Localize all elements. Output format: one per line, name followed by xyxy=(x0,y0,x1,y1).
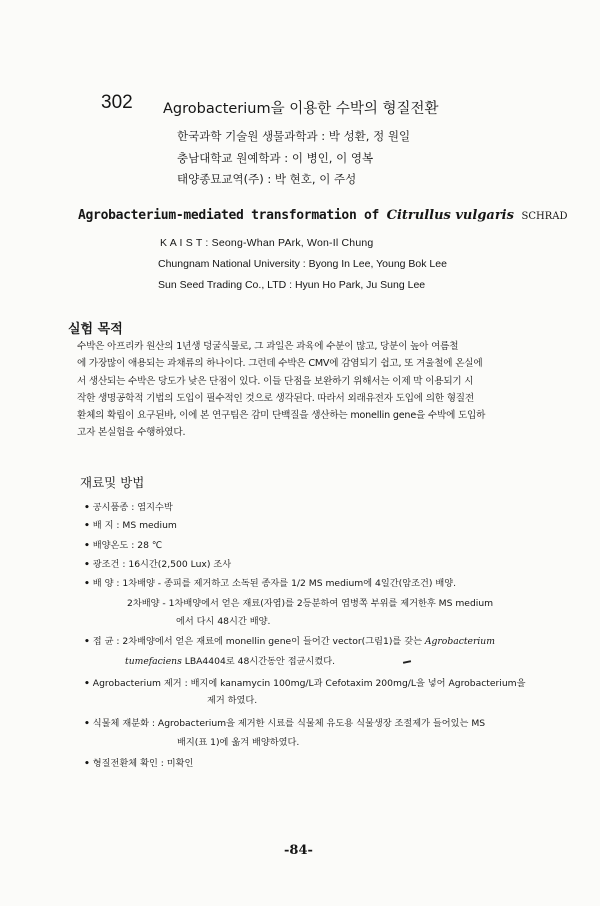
affiliation-korean-2: 충남대학교 원예학과 : 이 병인, 이 영복 xyxy=(177,151,374,165)
affiliation-english-3: Sun Seed Trading Co., LTD : Hyun Ho Park, Ju Sung Lee xyxy=(158,279,426,291)
bullet-icon: • xyxy=(84,718,90,729)
page-number: -84- xyxy=(284,843,313,858)
affiliation-english-2: Chungnam National University : Byong In Lee, Young Bok Lee xyxy=(158,258,447,270)
purpose-line: 작한 생명공학적 기법의 도입이 필수적인 것으로 생각된다. 따라서 외래유전자 도입에 의한 형질전 xyxy=(77,392,474,404)
method-item-culture-second: 2차배양 - 1차배양에서 얻은 재료(자엽)를 2등분하여 엽병쪽 부위를 제거한후 MS medium xyxy=(127,598,494,609)
method-item-confirmation xyxy=(84,756,193,772)
purpose-line: 고자 본실험을 수행하였다. xyxy=(77,427,186,439)
title-korean: Agrobacterium을 이용한 수박의 형질전환 xyxy=(163,101,439,117)
species-name: tumefaciens xyxy=(125,656,182,667)
affiliation-korean-3: 태양종묘교역(주) : 박 현호, 이 주성 xyxy=(177,172,357,186)
purpose-line: 에 가장많이 애용되는 과채류의 하나이다. 그런데 수박은 CMV에 감염되기 쉽고, 또 겨울철에 온실에 xyxy=(77,358,483,370)
method-item-agrobacterium-removal-cont: 제거 하였다. xyxy=(207,695,258,706)
bullet-icon: • xyxy=(84,540,90,551)
method-item-temperature xyxy=(84,538,162,554)
method-text: 배 지 : MS medium xyxy=(92,520,177,531)
method-item-culture-second-cont: 에서 다시 48시간 배양. xyxy=(176,616,271,627)
bullet-icon: • xyxy=(84,636,90,647)
purpose-line: 환체의 확립이 요구된바, 이에 본 연구팀은 감미 단백질을 생산하는 monellin gene을 수박에 도입하 xyxy=(77,410,486,422)
purpose-heading: 실험 목적 xyxy=(68,322,123,337)
abstract-number: 302 xyxy=(101,92,133,113)
method-item-medium xyxy=(84,518,177,534)
title-english xyxy=(78,208,567,223)
title-english-species: Citrullus vulgaris xyxy=(386,208,514,223)
method-text: 식물체 재분화 : Agrobacterium을 제거한 시료를 식물체 유도용 식물생장 조절제가 들어있는 MS xyxy=(92,718,486,729)
species-name: Agrobacterium xyxy=(424,636,495,647)
method-text: Agrobacterium 제거 : 배지에 kanamycin 100mg/L과 Cefotaxim 200mg/L을 넣어 Agrobacterium을 xyxy=(92,678,526,689)
methods-heading: 재료및 방법 xyxy=(80,475,145,490)
purpose-line: 서 생산되는 수박은 당도가 낮은 단점이 있다. 이들 단점을 보완하기 위해서는 이제 막 이용되기 시 xyxy=(77,375,474,387)
method-item-inoculation-cont xyxy=(125,654,335,670)
purpose-paragraph xyxy=(77,338,510,442)
title-english-authority: SCHRAD xyxy=(521,211,568,222)
affiliation-english-1: K A I S T : Seong-Whan PArk, Won-Il Chung xyxy=(160,237,374,249)
method-item-cultivar xyxy=(84,500,173,516)
method-text: 공시품종 : 염지수박 xyxy=(92,502,173,513)
affiliation-korean-1: 한국과학 기술원 생물과학과 : 박 성환, 정 원일 xyxy=(177,129,411,143)
method-text: 배양온도 : 28 ℃ xyxy=(92,540,163,551)
bullet-icon: • xyxy=(84,502,90,513)
title-english-prefix: Agrobacterium-mediated transformation of xyxy=(78,208,380,223)
bullet-icon: • xyxy=(84,520,90,531)
method-item-culture xyxy=(84,576,456,592)
method-text: 접 균 : 2차배양에서 얻은 재료에 monellin gene이 들어간 vector(그림1)를 갖는 xyxy=(92,636,422,647)
method-item-regeneration xyxy=(84,716,485,732)
bullet-icon: • xyxy=(84,578,90,589)
purpose-line: 수박은 아프리카 원산의 1년생 덩굴식물로, 그 과일은 과육에 수분이 많고, 당분이 높아 여름철 xyxy=(77,341,459,352)
bullet-icon: • xyxy=(84,758,90,769)
method-text: 광조건 : 16시간(2,500 Lux) 조사 xyxy=(92,559,232,570)
method-item-inoculation xyxy=(84,634,495,650)
method-text: LBA4404로 48시간동안 접균시켰다. xyxy=(184,656,336,667)
method-item-regeneration-cont: 배지(표 1)에 옮겨 배양하였다. xyxy=(177,737,300,748)
method-item-agrobacterium-removal xyxy=(84,676,526,692)
bullet-icon: • xyxy=(84,678,90,689)
bullet-icon: • xyxy=(84,559,90,570)
scan-speck xyxy=(403,660,411,664)
method-text: 배 양 : 1차배양 - 종피를 제거하고 소독된 종자를 1/2 MS medium에 4일간(암조건) 배양. xyxy=(92,578,457,589)
method-item-light xyxy=(84,557,231,573)
method-text: 형질전환체 확인 : 미확인 xyxy=(92,758,194,769)
